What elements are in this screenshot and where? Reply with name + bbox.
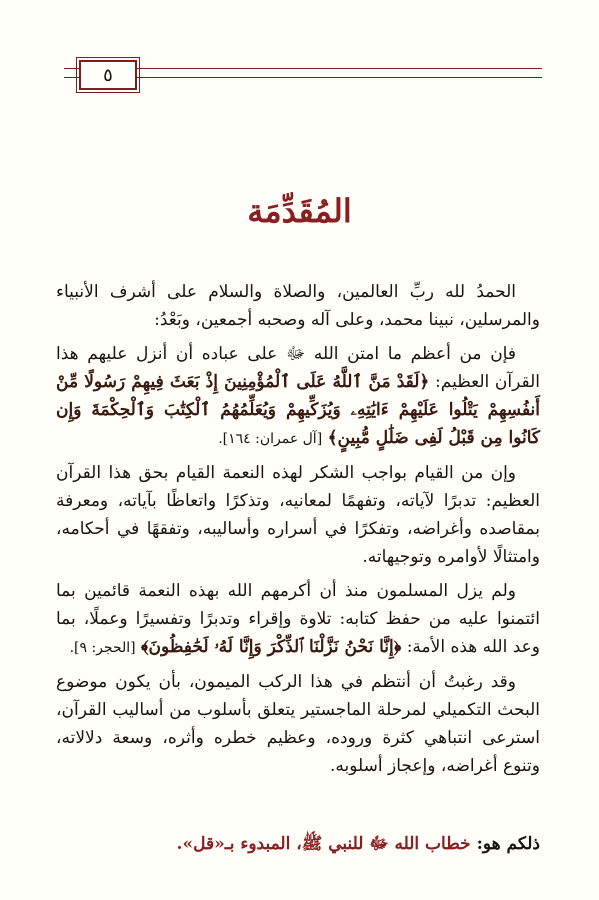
paragraph-preservation [56, 577, 540, 662]
page-number-badge [79, 60, 137, 90]
quran-verse: ﴿لَقَدْ مَنَّ ٱللَّهُ عَلَى ٱلْمُؤْمِنِينَ إِذْ بَعَثَ فِيهِمْ رَسُولًا مِّنْ أَنفُسِهِمْ يَتْلُوا عَلَيْهِمْ ءَايَٰتِهِۦ وَيُزَكِّيهِمْ وَيُعَلِّمُهُمُ ٱلْكِتَٰبَ وَٱلْحِكْمَةَ وَإِن كَانُوا مِن قَبْلُ لَفِى ضَلَٰلٍ مُّبِينٍ﴾ [56, 372, 540, 448]
paragraph-quran-intro [56, 340, 540, 453]
paragraph-gratitude: وإن من القيام بواجب الشكر لهذه النعمة القيام بحق هذا القرآن العظيم: تدبرًا لآياته، وتفهمًا لمعانيه، وتذكرًا واتعاظًا بآياته، ومعرفة بمقاصده وأغراضه، وتفكرًا في أسراره وأساليبه، وتفقهًا في أحكامه، وامتثالًا لأوامره وتوجيهاته. [56, 463, 540, 567]
quran-verse: ﴿إِنَّا نَحْنُ نَزَّلْنَا ٱلذِّكْرَ وَإِنَّا لَهُۥ لَحَٰفِظُونَ﴾ [141, 637, 402, 657]
paragraph-opening: الحمدُ لله ربِّ العالمين، والصلاة والسلام على أشرف الأنبياء والمرسلين، نبينا محمد، وعلى آله وصحبه أجمعين، وبَعْدُ: [56, 282, 540, 330]
verse-reference: [آل عمران: ١٦٤]. [218, 431, 323, 447]
section-title: المُقَدِّمَة [247, 192, 352, 230]
paragraph-text: فإن من أعظم ما امتن الله ﷻ على عباده أن أنزل عليهم هذا القرآن العظيم: [56, 344, 540, 392]
body-text [56, 278, 540, 786]
page-number: ٥ [103, 64, 113, 86]
conclusion-line [56, 833, 540, 858]
paragraph-research-topic: وقد رغبتُ أن أنتظم في هذا الركب الميمون، بأن يكون موضوع البحث التكميلي لمرحلة الماجستير يتعلق بأسلوب من أساليب القرآن، استرعى انتباهي كثرة وروده، وعظيم خطره وأثره، وسعة دلالاته، وتنوع أغراضه، وإعجاز أسلوبه. [56, 672, 540, 776]
paragraph-text: ولم يزل المسلمون منذ أن أكرمهم الله بهذه النعمة قائمين بما ائتمنوا عليه من حفظ كتابه: تلاوة وإقراء وتدبرًا وتفسيرًا وعملًا، بما وعد الله هذه الأمة: [56, 581, 540, 657]
conclusion-lead: ذلكم هو: [476, 834, 540, 854]
conclusion-highlight: خطاب الله ﷻ للنبي ﷺ، المبدوء بـ«قل». [176, 834, 471, 854]
verse-reference: [الحجر: ٩]. [69, 640, 136, 656]
